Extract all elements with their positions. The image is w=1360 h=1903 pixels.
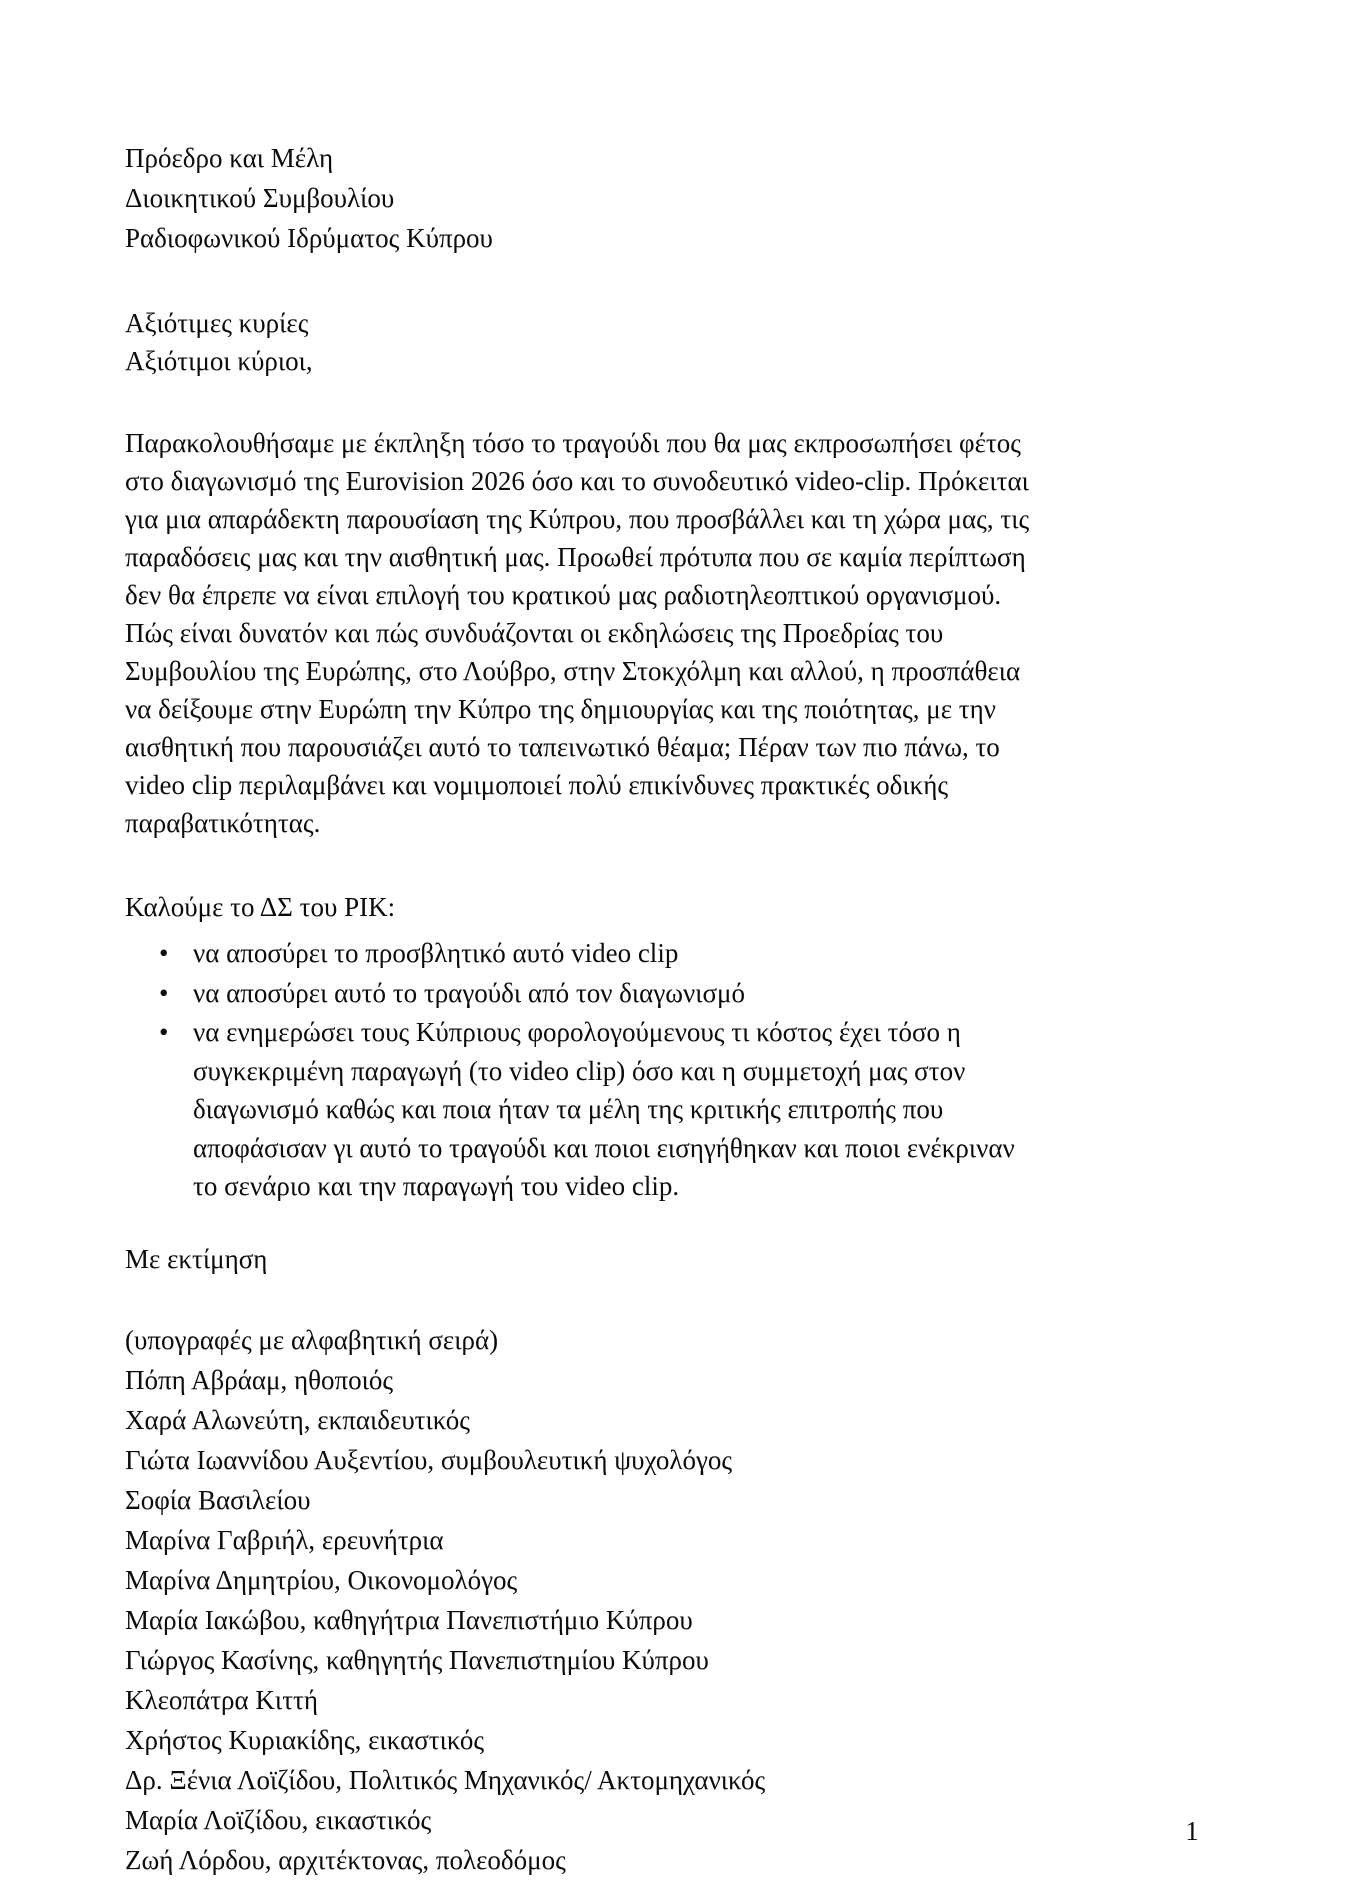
salutation-line: Αξιότιμες κυρίες (125, 308, 309, 338)
signature-line: Χρήστος Κυριακίδης, εικαστικός (125, 1724, 485, 1755)
signature-line: Σοφία Βασιλείου (125, 1484, 311, 1515)
signature-line: Γιώτα Ιωαννίδου Αυξεντίου, συμβουλευτική ψυχολόγος (125, 1444, 733, 1475)
letter-content (125, 138, 1030, 1880)
signature-line: Δρ. Ξένια Λοϊζίδου, Πολιτικός Μηχανικός/ Ακτομηχανικός (125, 1764, 766, 1795)
signature-line: Γιώργος Κασίνης, καθηγητής Πανεπιστημίου Κύπρου (125, 1644, 709, 1675)
call-heading: Καλούμε το ΔΣ του ΡΙΚ: (125, 892, 396, 922)
signature-line: Πόπη Αβράαμ, ηθοποιός (125, 1364, 394, 1395)
signature-line: Ζωή Λόρδου, αρχιτέκτονας, πολεοδόμος (125, 1844, 566, 1875)
recipient-block (125, 138, 1030, 258)
salutation-block (125, 304, 1030, 380)
recipient-line: Ραδιοφωνικού Ιδρύματος Κύπρου (125, 223, 493, 253)
demand-item: • να αποσύρει το προσβλητικό αυτό video clip (125, 934, 1030, 973)
recipient-line: Διοικητικού Συμβουλίου (125, 183, 395, 213)
page-number: 1 (1185, 1816, 1199, 1846)
signature-line: Μαρία Ιακώβου, καθηγήτρια Πανεπιστήμιο Κύπρου (125, 1604, 693, 1635)
signature-line: Κλεοπάτρα Κιττή (125, 1684, 319, 1715)
recipient-line: Πρόεδρο και Μέλη (125, 143, 334, 173)
demand-item: • να αποσύρει αυτό το τραγούδι από τον διαγωνισμό (125, 974, 1030, 1013)
closing-line: Με εκτίμηση (125, 1243, 268, 1274)
body-paragraph: Παρακολουθήσαμε με έκπληξη τόσο το τραγούδι που θα μας εκπροσωπήσει φέτος στο διαγωνισμό της Eurovision 2026 όσο και το συνοδευτικό video-clip. Πρόκειται για μια απαράδεκτη παρουσίαση της Κύπρου, που προσβάλλει και τη χώρα μας, τις παραδόσεις μας και την αισθητική μας. Προωθεί πρότυπα που σε καμία περίπτωση δεν θα έπρεπε να είναι επιλογή του κρατικού μας ραδιοτηλεοπτικού οργανισμού. Πώς είναι δυνατόν και πώς συνδυάζονται οι εκδηλώσεις της Προεδρίας του Συμβουλίου της Ευρώπης, στο Λούβρο, στην Στοκχόλμη και αλλού, η προσπάθεια να δείξουμε στην Ευρώπη την Κύπρο της δημιουργίας και της ποιότητας, με την αισθητική που παρουσιάζει αυτό το ταπεινωτικό θέαμα; Πέραν των πιο πάνω, το video clip περιλαμβάνει και νομιμοποιεί πολύ επικίνδυνες πρακτικές οδικής παραβατικότητας. (125, 428, 1030, 838)
signatures-list (125, 1360, 1030, 1880)
demand-item: • να ενημερώσει τους Κύπριους φορολογούμενους τι κόστος έχει τόσο η συγκεκριμένη παραγωγή (το video clip) όσο και η συμμετοχή μας στον διαγωνισμό καθώς και ποια ήταν τα μέλη της κριτικής επιτροπής που αποφάσισαν γι αυτό το τραγούδι και ποιοι εισηγήθηκαν και ποιοι ενέκριναν το σενάριο και την παραγωγή του video clip. (125, 1013, 1030, 1206)
signature-line: Μαρία Λοϊζίδου, εικαστικός (125, 1804, 432, 1835)
demands-list (125, 934, 1030, 1206)
salutation-line: Αξιότιμοι κύριοι, (125, 346, 313, 376)
signature-line: Μαρίνα Δημητρίου, Οικονομολόγος (125, 1564, 518, 1595)
signature-line: Μαρίνα Γαβριήλ, ερευνήτρια (125, 1524, 444, 1555)
signature-line: Χαρά Αλωνεύτη, εκπαιδευτικός (125, 1404, 471, 1435)
signature-note: (υπογραφές με αλφαβητική σειρά) (125, 1324, 499, 1355)
